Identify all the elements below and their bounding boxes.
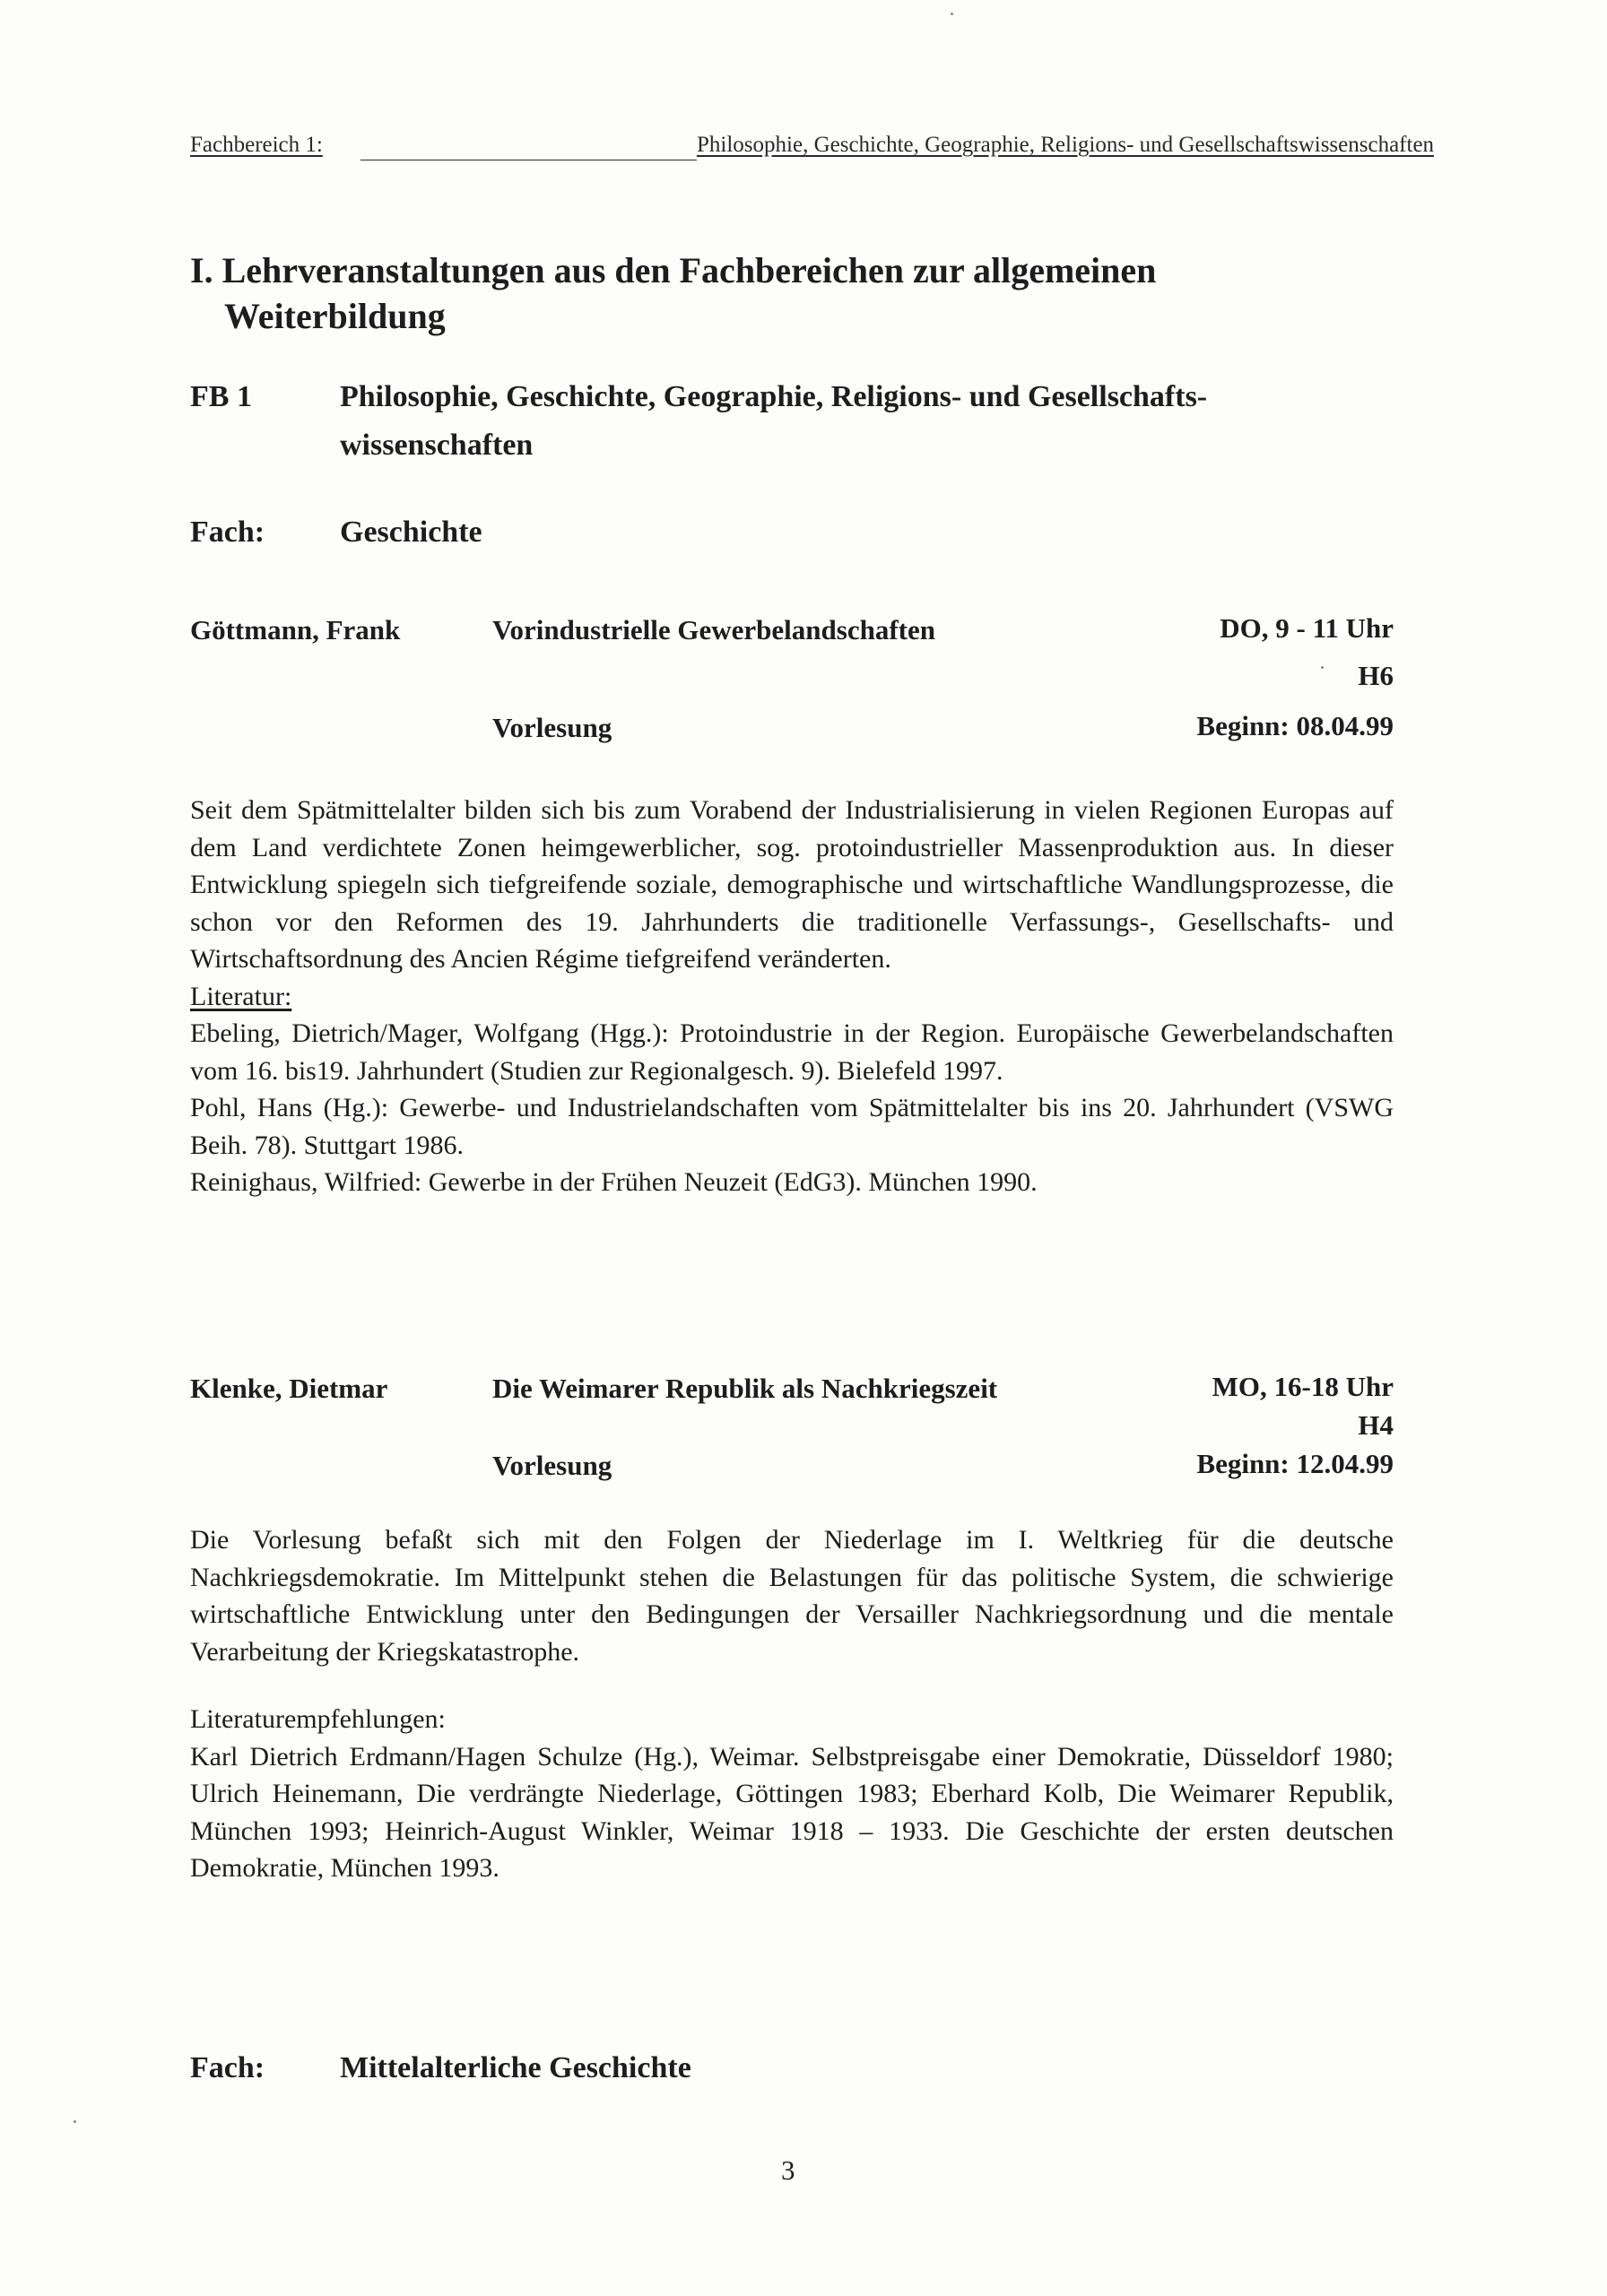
literature-item: Ebeling, Dietrich/Mager, Wolfgang (Hgg.): Protoindustrie in der Region. Europäische Gewerbelandschaften vom 16. bis19. Jahrhundert (Studien zur Regionalgesch. 9). Bielefeld 1997.	[190, 1018, 1394, 1086]
course-title: Vorindustrielle Gewerbelandschaften	[492, 614, 935, 645]
fb-title-line1: Philosophie, Geschichte, Geographie, Religions- und Gesellschafts-	[340, 380, 1208, 413]
literature-label: Literatur:	[190, 981, 292, 1011]
fach-name: Geschichte	[340, 516, 482, 549]
course-lecturer: Göttmann, Frank	[190, 614, 401, 645]
section-title-line1: I. Lehrveranstaltungen aus den Fachbereichen zur allgemeinen	[190, 250, 1157, 290]
course-type: Vorlesung	[492, 1450, 612, 1481]
course-lecturer: Klenke, Dietmar	[190, 1373, 388, 1404]
course-room: H4	[1358, 1409, 1394, 1441]
scan-speck	[951, 13, 953, 15]
course-description-block	[190, 1521, 1394, 1670]
header-department: Fachbereich 1:	[190, 133, 323, 157]
scan-speck	[1321, 666, 1324, 669]
fach-label: Fach:	[190, 2051, 265, 2084]
literature-item: Reinighaus, Wilfried: Gewerbe in der Frühen Neuzeit (EdG3). München 1990.	[190, 1167, 1038, 1197]
fb-label: FB 1	[190, 380, 252, 413]
course-time: MO, 16-18 Uhr	[1212, 1371, 1394, 1402]
literature-text: Karl Dietrich Erdmann/Hagen Schulze (Hg.), Weimar. Selbstpreisgabe einer Demokratie, Düsseldorf 1980; Ulrich Heinemann, Die verdrängte Niederlage, Göttingen 1983; Eberhard Kolb, Die Weimarer Republik, München 1993; Heinrich-August Winkler, Weimar 1918 – 1933. Die Geschichte der ersten deutschen Demokratie, München 1993.	[190, 1741, 1394, 1883]
course-description-block	[190, 792, 1394, 1201]
course-start: Beginn: 12.04.99	[1196, 1448, 1394, 1479]
course-room: H6	[1358, 660, 1394, 691]
header-subjects: Philosophie, Geschichte, Geographie, Religions- und Gesellschaftswissenschaften	[697, 133, 1435, 157]
course-type: Vorlesung	[492, 712, 612, 743]
course-time: DO, 9 - 11 Uhr	[1220, 612, 1394, 644]
fb-title-line2: wissenschaften	[340, 429, 534, 462]
section-title-line2: Weiterbildung	[224, 296, 446, 336]
fb-title	[340, 373, 1398, 470]
literature-item: Pohl, Hans (Hg.): Gewerbe- und Industrielandschaften vom Spätmittelalter bis ins 20. Jahrhundert (VSWG Beih. 78). Stuttgart 1986.	[190, 1093, 1394, 1160]
course-description: Seit dem Spätmittelalter bilden sich bis zum Vorabend der Industrialisierung in vielen Regionen Europas auf dem Land verdichtete Zonen heimgewerblicher, sog. protoindustrieller Massenproduktion aus. In dieser Entwicklung spiegeln sich tiefgreifende soziale, demographische und wirtschaftliche Wandlungsprozesse, die schon vor den Reformen des 19. Jahrhunderts die traditionelle Verfassungs-, Gesellschafts- und Wirtschaftsordnung des Ancien Régime tiefgreifend veränderten.	[190, 795, 1394, 974]
literature-block	[190, 1701, 1394, 1887]
course-description: Die Vorlesung befaßt sich mit den Folgen der Niederlage im I. Weltkrieg für die deutsche Nachkriegsdemokratie. Im Mittelpunkt stehen die Belastungen für das politische System, die schwierige wirtschaftliche Entwicklung unter den Bedingungen der Versailler Nachkriegsordnung und die mentale Verarbeitung der Kriegskatastrophe.	[190, 1525, 1394, 1667]
course-title: Die Weimarer Republik als Nachkriegszeit	[492, 1373, 998, 1404]
page-number: 3	[781, 2154, 795, 2186]
section-title	[190, 247, 1356, 339]
scan-speck	[74, 2120, 76, 2123]
literature-label: Literaturempfehlungen:	[190, 1704, 446, 1734]
fach-label: Fach:	[190, 516, 265, 549]
fach-name: Mittelalterliche Geschichte	[340, 2051, 691, 2084]
course-start: Beginn: 08.04.99	[1196, 710, 1394, 741]
